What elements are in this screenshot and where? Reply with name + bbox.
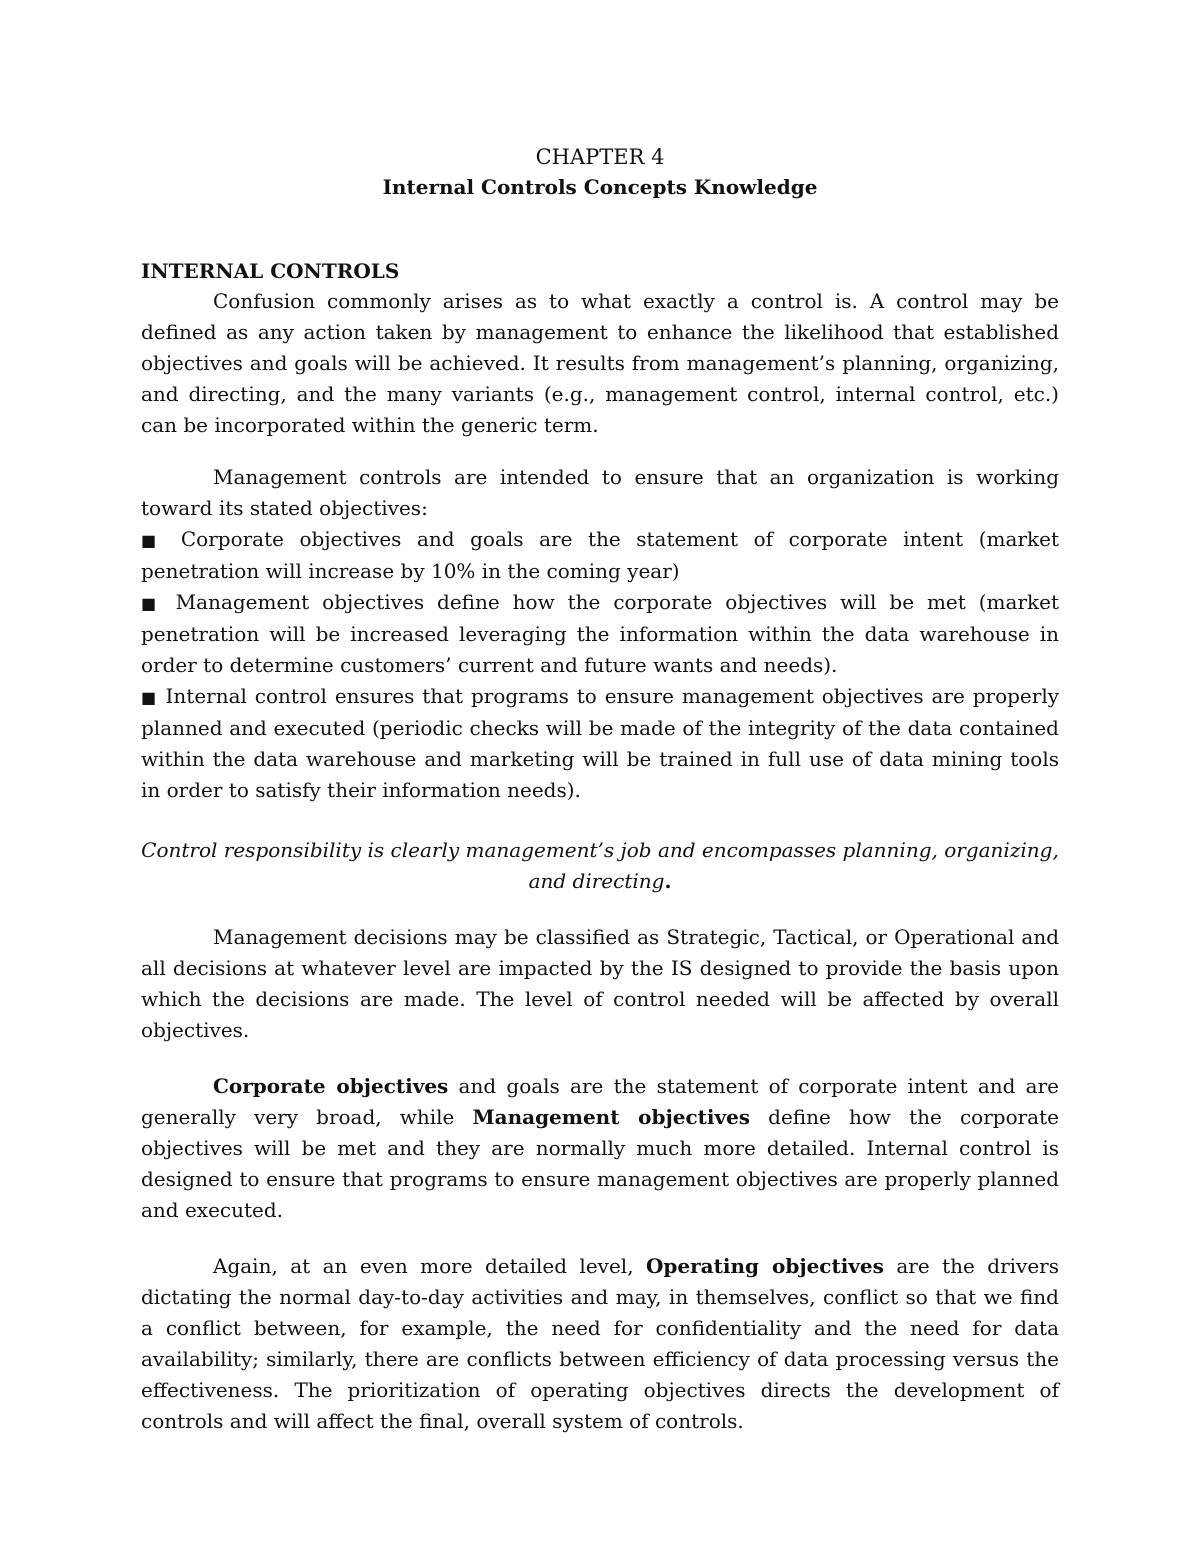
paragraph-decisions: Management decisions may be classified as Strategic, Tactical, or Operational and all decisions at whatever level are impacted by the IS designed to provide the basis upon which the decisions are made. The level of control needed will be affected by overall objectives. [141, 925, 1059, 1042]
bullet-square-icon: ■ [141, 594, 163, 613]
bullet-item-internal-control [141, 681, 1059, 806]
chapter-number: CHAPTER 4 [535, 145, 665, 169]
paragraph-text: and goals are the statement of corporate intent and are generally very broad, while [141, 1074, 1059, 1129]
bullet-square-icon: ■ [141, 531, 166, 550]
paragraph-text: Again, at an even more detailed level, [213, 1254, 646, 1278]
term-management-objectives: Management objectives [472, 1105, 751, 1129]
paragraph-management-controls-intro: Management controls are intended to ensure that an organization is working toward its stated objectives: [141, 465, 1059, 520]
quote-text: Control responsibility is clearly management’s job and encompasses planning, organizing, and directing [141, 838, 1059, 893]
section-heading: INTERNAL CONTROLS [141, 259, 400, 283]
bullet-square-icon: ■ [141, 688, 158, 707]
chapter-title: Internal Controls Concepts Knowledge [382, 175, 818, 199]
paragraph-text: are the drivers dictating the normal day-to-day activities and may, in themselves, conflict so that we find a conflict between, for example, the need for confidentiality and the need for data availability; similarly, there are conflicts between efficiency of data processing versus the effectiveness. The prioritization of operating objectives directs the development of controls and will affect the final, overall system of controls. [141, 1254, 1060, 1433]
document-page [141, 142, 1059, 1437]
paragraph-operating-objectives [141, 1251, 1059, 1437]
term-corporate-objectives: Corporate objectives [213, 1074, 449, 1098]
paragraph-definition: Confusion commonly arises as to what exactly a control is. A control may be defined as any action taken by management to enhance the likelihood that established objectives and goals will be achieved. It results from management’s planning, organizing, and directing, and the many variants (e.g., management control, internal control, etc.) can be incorporated within the generic term. [141, 289, 1059, 437]
bullet-item-management [141, 587, 1059, 681]
paragraph-text: define how the corporate objectives will be met and they are normally much more detailed. Internal control is designed to ensure that programs to ensure management objectives are properly planned and executed. [141, 1105, 1059, 1222]
quote-period: . [664, 869, 672, 893]
emphasis-quote [141, 835, 1059, 897]
term-operating-objectives: Operating objectives [645, 1254, 884, 1278]
bullet-text: Corporate objectives and goals are the statement of corporate intent (market penetration will increase by 10% in the coming year) [141, 527, 1060, 583]
bullet-text: Internal control ensures that programs to ensure management objectives are properly planned and executed (periodic checks will be made of the integrity of the data contained within the data warehouse and marketing will be trained in full use of data mining tools in order to satisfy their information needs). [141, 684, 1060, 802]
bullet-item-corporate [141, 524, 1059, 587]
paragraph-corporate-objectives [141, 1071, 1059, 1226]
bullet-text: Management objectives define how the corporate objectives will be met (market penetration will be increased leveraging the information within the data warehouse in order to determine customers’ current and future wants and needs). [141, 590, 1059, 677]
